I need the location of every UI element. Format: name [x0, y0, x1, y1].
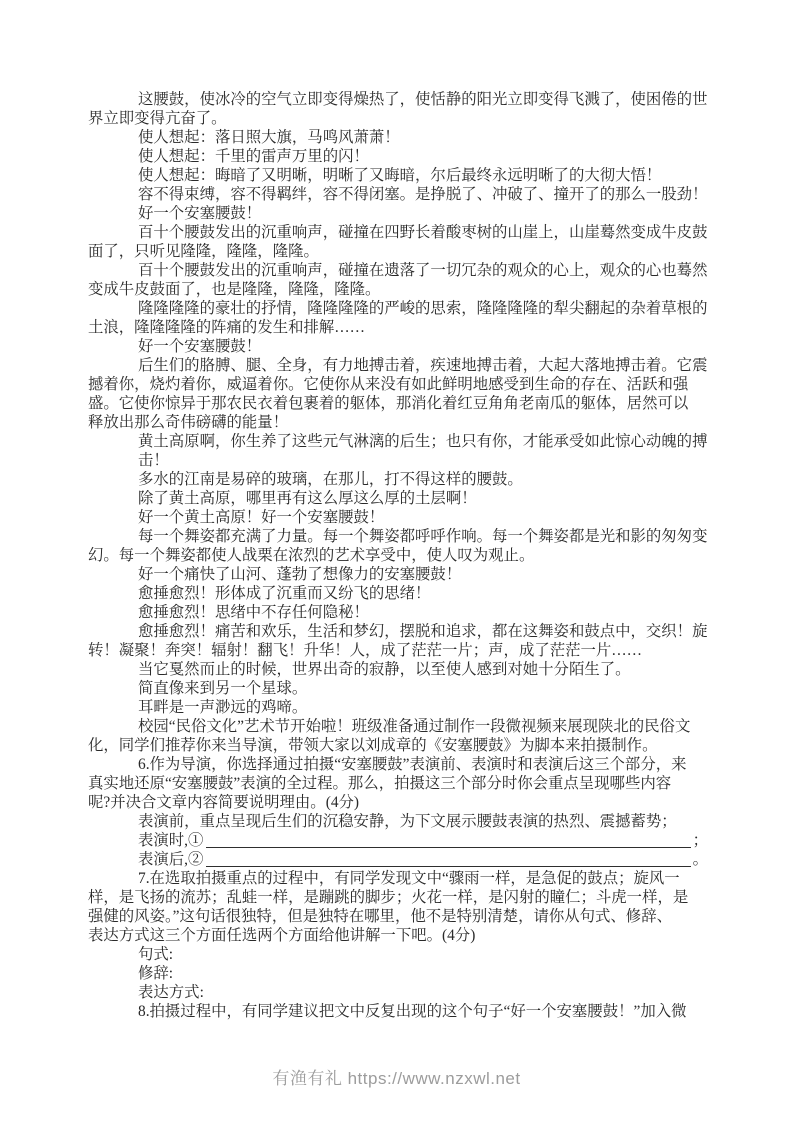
text-line: 好一个安塞腰鼓！	[138, 205, 262, 222]
text-line: 表达方式这三个方面任选两个方面给他讲解一下吧。(4分)	[88, 927, 476, 944]
text-line: 当它戛然而止的时候，世界出奇的寂静，以至使人感到对她十分陌生了。	[138, 661, 631, 678]
answer-blank-label: 表演后,②	[138, 851, 204, 868]
answer-blank-row	[88, 850, 708, 869]
answer-blank-row	[88, 831, 708, 850]
text-line: 盛。它使你惊异于那农民衣着包裹着的躯体，那消化着红豆角角老南瓜的躯体，居然可以	[88, 395, 689, 412]
text-line: 百十个腰鼓发出的沉重响声，碰撞在四野长着酸枣树的山崖上，山崖蓦然变成牛皮鼓	[138, 224, 708, 241]
text-line: 简直像来到另一个星球。	[138, 680, 308, 697]
text-line: 容不得束缚，容不得羁绊，容不得闭塞。是挣脱了、冲破了、撞开了的那么一股劲！	[138, 186, 708, 203]
text-line: 面了，只听见隆隆，隆隆，隆隆。	[88, 243, 319, 260]
text-line: 释放出那么奇伟磅礴的能量！	[88, 414, 289, 431]
text-line: 土浪，隆隆隆隆的阵痛的发生和排解……	[88, 319, 366, 336]
text-line: 使人想起：千里的雷声万里的闪！	[138, 148, 369, 165]
prompt-rhetoric: 修辞:	[138, 965, 174, 982]
answer-blank-tail: 。	[692, 851, 708, 868]
text-line: 黄土高原啊，你生养了这些元气淋漓的后生；也只有你，才能承受如此惊心动魄的搏	[138, 433, 708, 450]
answer-blank-label: 表演时,①	[138, 832, 204, 849]
question-6-line: 6.作为导演，你选择通过拍摄“安塞腰鼓”表演前、表演时和表演后这三个部分，来	[138, 756, 687, 773]
text-line: 表演前，重点呈现后生们的沉稳安静，为下文展示腰鼓表演的热烈、震撼蓄势；	[138, 813, 677, 830]
document-body	[88, 90, 708, 1021]
text-line: 化，同学们推荐你来当导演，带领大家以刘成章的《安塞腰鼓》为脚本来拍摄制作。	[88, 737, 658, 754]
text-line: 界立即变得亢奋了。	[88, 110, 227, 127]
text-line: 除了黄土高原，哪里再有这么厚这么厚的土层啊！	[138, 490, 477, 507]
text-line: 多水的江南是易碎的玻璃，在那儿，打不得这样的腰鼓。	[138, 471, 523, 488]
text-line: 好一个安塞腰鼓！	[138, 338, 262, 355]
text-line: 真实地还原“安塞腰鼓”表演的全过程。那么，拍摄这三个部分时你会重点呈现哪些内容	[88, 775, 672, 792]
watermark-footer	[0, 1064, 793, 1089]
text-line: 好一个痛快了山河、蓬勃了想像力的安塞腰鼓！	[138, 566, 462, 583]
text-line: 后生们的胳膊、腿、全身，有力地搏击着，疾速地搏击着，大起大落地搏击着。它震	[138, 357, 708, 374]
question-7-line: 7.在选取拍摄重点的过程中，有同学发现文中“骤雨一样，是急促的鼓点；旋风一	[138, 870, 680, 887]
text-line: 百十个腰鼓发出的沉重响声，碰撞在遗落了一切冗杂的观众的心上，观众的心也蓦然	[138, 262, 708, 279]
text-line: 使人想起：落日照大旗，马鸣风萧萧！	[138, 129, 400, 146]
text-line: 好一个黄土高原！好一个安塞腰鼓！	[138, 509, 385, 526]
text-line: 变成牛皮鼓面了，也是隆隆，隆隆，隆隆。	[88, 281, 381, 298]
text-line: 使人想起：晦暗了又明晰，明晰了又晦暗，尔后最终永远明晰了的大彻大悟！	[138, 167, 662, 184]
watermark-text: 有渔有礼 https://www.nzxwl.net	[272, 1069, 521, 1088]
text-line: 击！	[138, 452, 169, 469]
text-line: 耳畔是一声渺远的鸡啼。	[138, 699, 308, 716]
question-8-line: 8.拍摄过程中，有同学建议把文中反复出现的这个句子“好一个安塞腰鼓！”加入微	[138, 1003, 687, 1020]
text-line: 这腰鼓，使冰冷的空气立即变得燥热了，使恬静的阳光立即变得飞溅了，使困倦的世	[138, 91, 708, 108]
text-line: 撼着你，烧灼着你，威逼着你。它使你从来没有如此鲜明地感受到生命的存在、活跃和强	[88, 376, 689, 393]
text-line: 样，是飞扬的流苏；乱蛙一样，是蹦跳的脚步；火花一样，是闪射的瞳仁；斗虎一样，是	[88, 889, 689, 906]
text-line: 校园“民俗文化”艺术节开始啦！班级准备通过制作一段微视频来展现陕北的民俗文	[138, 718, 691, 735]
text-line: 愈捶愈烈！形体成了沉重而又纷飞的思绪！	[138, 585, 431, 602]
prompt-expression: 表达方式:	[138, 984, 204, 1001]
text-line: 隆隆隆隆的豪壮的抒情，隆隆隆隆的严峻的思索，隆隆隆隆的犁尖翻起的杂着草根的	[138, 300, 708, 317]
answer-blank-tail: ；	[692, 832, 708, 849]
answer-blank-underline	[206, 833, 690, 848]
prompt-sentence-pattern: 句式:	[138, 946, 174, 963]
answer-blank-underline	[206, 852, 690, 867]
text-line: 呢?并决合文章内容简要说明理由。(4分)	[88, 794, 360, 811]
text-line: 转！凝聚！奔突！辐射！翻飞！升华！人，成了茫茫一片；声，成了茫茫一片……	[88, 642, 643, 659]
text-line: 愈捶愈烈！思绪中不存任何隐秘！	[138, 604, 369, 621]
text-line: 幻。每一个舞姿都使人战栗在浓烈的艺术享受中，使人叹为观止。	[88, 547, 535, 564]
text-line: 强健的风姿。”这句话很独特，但是独特在哪里，他不是特别清楚，请你从句式、修辞、	[88, 908, 672, 925]
text-line: 愈捶愈烈！痛苦和欢乐，生活和梦幻，摆脱和追求，都在这舞姿和鼓点中，交织！旋	[138, 623, 708, 640]
text-line: 每一个舞姿都充满了力量。每一个舞姿都呼呼作响。每一个舞姿都是光和影的匆匆变	[138, 528, 708, 545]
